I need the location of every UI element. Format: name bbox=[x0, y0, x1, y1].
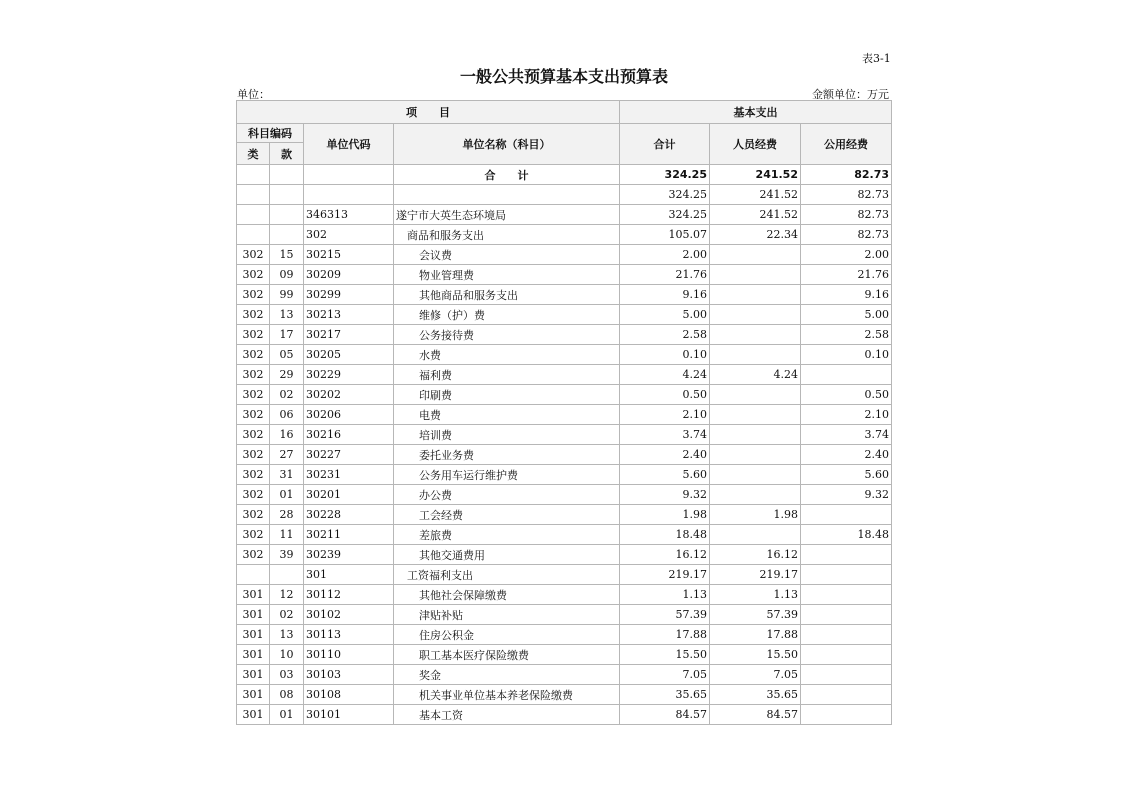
cell-public: 82.73 bbox=[801, 225, 892, 245]
cell-unit-code: 30103 bbox=[304, 665, 394, 685]
total-public-value: 82.73 bbox=[801, 165, 892, 185]
table-row bbox=[237, 505, 892, 525]
cell-personnel bbox=[710, 245, 801, 265]
cell-kuan: 08 bbox=[270, 685, 304, 705]
cell-unit-name: 其他社会保障缴费 bbox=[394, 585, 620, 605]
header-total: 合计 bbox=[620, 124, 710, 165]
cell-kuan: 17 bbox=[270, 325, 304, 345]
cell-unit-name: 奖金 bbox=[394, 665, 620, 685]
cell-lei: 302 bbox=[237, 365, 270, 385]
cell-unit-name: 委托业务费 bbox=[394, 445, 620, 465]
table-row bbox=[237, 625, 892, 645]
table-row bbox=[237, 705, 892, 725]
cell-total: 15.50 bbox=[620, 645, 710, 665]
cell-lei bbox=[237, 565, 270, 585]
cell-public bbox=[801, 685, 892, 705]
cell-lei: 302 bbox=[237, 285, 270, 305]
cell-personnel bbox=[710, 265, 801, 285]
cell-public bbox=[801, 585, 892, 605]
cell-public bbox=[801, 665, 892, 685]
table-row bbox=[237, 185, 892, 205]
cell-kuan: 13 bbox=[270, 305, 304, 325]
cell-lei: 302 bbox=[237, 405, 270, 425]
cell-lei: 302 bbox=[237, 525, 270, 545]
cell-public: 0.10 bbox=[801, 345, 892, 365]
cell-public bbox=[801, 645, 892, 665]
cell-public: 2.40 bbox=[801, 445, 892, 465]
cell-public bbox=[801, 565, 892, 585]
cell-unit-code bbox=[304, 185, 394, 205]
cell-personnel bbox=[710, 285, 801, 305]
cell-total: 9.16 bbox=[620, 285, 710, 305]
cell-unit-name: 公务接待费 bbox=[394, 325, 620, 345]
table-header bbox=[237, 101, 892, 165]
cell-lei: 302 bbox=[237, 245, 270, 265]
cell-unit-name: 维修（护）费 bbox=[394, 305, 620, 325]
cell-total: 5.00 bbox=[620, 305, 710, 325]
cell-lei: 302 bbox=[237, 325, 270, 345]
cell-kuan: 05 bbox=[270, 345, 304, 365]
cell-public: 2.00 bbox=[801, 245, 892, 265]
cell-unit-name: 机关事业单位基本养老保险缴费 bbox=[394, 685, 620, 705]
cell-lei: 302 bbox=[237, 485, 270, 505]
cell-personnel: 1.98 bbox=[710, 505, 801, 525]
table-row bbox=[237, 665, 892, 685]
cell-lei: 301 bbox=[237, 625, 270, 645]
table-row bbox=[237, 485, 892, 505]
cell-public bbox=[801, 605, 892, 625]
cell-kuan: 31 bbox=[270, 465, 304, 485]
cell-unit-code: 30201 bbox=[304, 485, 394, 505]
cell-unit-code: 30202 bbox=[304, 385, 394, 405]
cell-total: 0.50 bbox=[620, 385, 710, 405]
table-row bbox=[237, 425, 892, 445]
cell-unit-code: 30108 bbox=[304, 685, 394, 705]
cell-lei: 301 bbox=[237, 605, 270, 625]
cell-personnel bbox=[710, 485, 801, 505]
cell-unit-code: 30112 bbox=[304, 585, 394, 605]
table-row bbox=[237, 545, 892, 565]
cell-unit-code: 30217 bbox=[304, 325, 394, 345]
cell-unit-name: 其他交通费用 bbox=[394, 545, 620, 565]
cell-total: 3.74 bbox=[620, 425, 710, 445]
cell-personnel: 241.52 bbox=[710, 185, 801, 205]
cell-personnel: 7.05 bbox=[710, 665, 801, 685]
cell-unit-code: 30101 bbox=[304, 705, 394, 725]
total-cell-code bbox=[304, 165, 394, 185]
cell-public bbox=[801, 505, 892, 525]
cell-kuan: 02 bbox=[270, 605, 304, 625]
cell-personnel: 1.13 bbox=[710, 585, 801, 605]
cell-lei: 302 bbox=[237, 465, 270, 485]
sheet-code: 表3-1 bbox=[862, 52, 891, 65]
header-item: 项 目 bbox=[237, 101, 620, 124]
cell-lei bbox=[237, 205, 270, 225]
cell-lei: 302 bbox=[237, 505, 270, 525]
header-public: 公用经费 bbox=[801, 124, 892, 165]
cell-lei: 301 bbox=[237, 705, 270, 725]
cell-total: 324.25 bbox=[620, 205, 710, 225]
cell-lei: 302 bbox=[237, 345, 270, 365]
cell-unit-name: 工会经费 bbox=[394, 505, 620, 525]
cell-lei: 301 bbox=[237, 585, 270, 605]
table-body bbox=[237, 165, 892, 725]
cell-unit-code: 30299 bbox=[304, 285, 394, 305]
page-title: 一般公共预算基本支出预算表 bbox=[459, 67, 668, 86]
cell-unit-name: 水费 bbox=[394, 345, 620, 365]
cell-lei: 301 bbox=[237, 645, 270, 665]
cell-total: 18.48 bbox=[620, 525, 710, 545]
cell-kuan: 11 bbox=[270, 525, 304, 545]
header-kuan: 款 bbox=[270, 143, 304, 165]
cell-unit-code: 30239 bbox=[304, 545, 394, 565]
table-row bbox=[237, 405, 892, 425]
cell-unit-code: 30227 bbox=[304, 445, 394, 465]
cell-public: 82.73 bbox=[801, 205, 892, 225]
cell-kuan: 27 bbox=[270, 445, 304, 465]
total-personnel-value: 241.52 bbox=[710, 165, 801, 185]
cell-total: 16.12 bbox=[620, 545, 710, 565]
cell-kuan: 10 bbox=[270, 645, 304, 665]
header-subject-code: 科目编码 bbox=[237, 124, 304, 143]
cell-unit-code: 30113 bbox=[304, 625, 394, 645]
cell-unit-code: 346313 bbox=[304, 205, 394, 225]
cell-unit-name: 其他商品和服务支出 bbox=[394, 285, 620, 305]
cell-public: 9.16 bbox=[801, 285, 892, 305]
table-row bbox=[237, 265, 892, 285]
cell-total: 57.39 bbox=[620, 605, 710, 625]
cell-total: 0.10 bbox=[620, 345, 710, 365]
cell-unit-code: 30211 bbox=[304, 525, 394, 545]
cell-unit-name: 基本工资 bbox=[394, 705, 620, 725]
cell-personnel: 219.17 bbox=[710, 565, 801, 585]
table-row bbox=[237, 225, 892, 245]
total-cell-kuan bbox=[270, 165, 304, 185]
header-unit-code: 单位代码 bbox=[304, 124, 394, 165]
cell-unit-name: 住房公积金 bbox=[394, 625, 620, 645]
cell-personnel: 35.65 bbox=[710, 685, 801, 705]
cell-lei: 302 bbox=[237, 305, 270, 325]
cell-unit-name: 培训费 bbox=[394, 425, 620, 445]
cell-total: 324.25 bbox=[620, 185, 710, 205]
cell-unit-name: 办公费 bbox=[394, 485, 620, 505]
cell-personnel: 4.24 bbox=[710, 365, 801, 385]
table-row bbox=[237, 385, 892, 405]
cell-personnel: 57.39 bbox=[710, 605, 801, 625]
cell-total: 2.58 bbox=[620, 325, 710, 345]
cell-unit-name bbox=[394, 185, 620, 205]
cell-lei: 302 bbox=[237, 425, 270, 445]
cell-lei: 302 bbox=[237, 385, 270, 405]
table-row bbox=[237, 605, 892, 625]
total-row bbox=[237, 165, 892, 185]
cell-kuan: 06 bbox=[270, 405, 304, 425]
cell-lei bbox=[237, 225, 270, 245]
cell-kuan: 13 bbox=[270, 625, 304, 645]
cell-total: 105.07 bbox=[620, 225, 710, 245]
cell-public: 2.10 bbox=[801, 405, 892, 425]
cell-unit-code: 302 bbox=[304, 225, 394, 245]
cell-kuan: 12 bbox=[270, 585, 304, 605]
table-row bbox=[237, 345, 892, 365]
cell-personnel bbox=[710, 445, 801, 465]
cell-unit-name: 印刷费 bbox=[394, 385, 620, 405]
cell-lei: 301 bbox=[237, 665, 270, 685]
cell-total: 2.10 bbox=[620, 405, 710, 425]
total-label: 合 计 bbox=[394, 165, 620, 185]
cell-personnel bbox=[710, 345, 801, 365]
table-row bbox=[237, 365, 892, 385]
cell-total: 2.40 bbox=[620, 445, 710, 465]
table-row bbox=[237, 645, 892, 665]
cell-kuan: 16 bbox=[270, 425, 304, 445]
cell-public: 82.73 bbox=[801, 185, 892, 205]
unit-label: 单位： bbox=[237, 88, 270, 101]
cell-unit-code: 30209 bbox=[304, 265, 394, 285]
header-basic-expenditure: 基本支出 bbox=[620, 101, 892, 124]
cell-public: 2.58 bbox=[801, 325, 892, 345]
cell-public: 3.74 bbox=[801, 425, 892, 445]
cell-unit-code: 30231 bbox=[304, 465, 394, 485]
cell-total: 84.57 bbox=[620, 705, 710, 725]
cell-kuan: 99 bbox=[270, 285, 304, 305]
cell-personnel: 16.12 bbox=[710, 545, 801, 565]
cell-unit-code: 30229 bbox=[304, 365, 394, 385]
table-row bbox=[237, 305, 892, 325]
table-row bbox=[237, 525, 892, 545]
cell-public bbox=[801, 545, 892, 565]
cell-kuan: 28 bbox=[270, 505, 304, 525]
cell-kuan bbox=[270, 225, 304, 245]
cell-kuan: 39 bbox=[270, 545, 304, 565]
cell-personnel bbox=[710, 425, 801, 445]
cell-unit-code: 30110 bbox=[304, 645, 394, 665]
cell-personnel bbox=[710, 405, 801, 425]
table-row bbox=[237, 445, 892, 465]
cell-kuan: 15 bbox=[270, 245, 304, 265]
cell-unit-name: 遂宁市大英生态环境局 bbox=[394, 205, 620, 225]
cell-public bbox=[801, 705, 892, 725]
table-row bbox=[237, 585, 892, 605]
cell-unit-name: 公务用车运行维护费 bbox=[394, 465, 620, 485]
cell-total: 9.32 bbox=[620, 485, 710, 505]
cell-unit-name: 职工基本医疗保险缴费 bbox=[394, 645, 620, 665]
cell-personnel bbox=[710, 385, 801, 405]
table-row bbox=[237, 325, 892, 345]
cell-unit-code: 30215 bbox=[304, 245, 394, 265]
cell-unit-code: 30216 bbox=[304, 425, 394, 445]
cell-lei: 302 bbox=[237, 445, 270, 465]
cell-lei: 302 bbox=[237, 265, 270, 285]
cell-personnel: 22.34 bbox=[710, 225, 801, 245]
header-lei: 类 bbox=[237, 143, 270, 165]
cell-lei: 302 bbox=[237, 545, 270, 565]
amount-unit-label: 金额单位：万元 bbox=[812, 88, 889, 101]
cell-kuan: 01 bbox=[270, 705, 304, 725]
total-cell-lei bbox=[237, 165, 270, 185]
table-row bbox=[237, 565, 892, 585]
cell-public: 21.76 bbox=[801, 265, 892, 285]
cell-unit-name: 福利费 bbox=[394, 365, 620, 385]
cell-personnel: 15.50 bbox=[710, 645, 801, 665]
cell-kuan bbox=[270, 565, 304, 585]
cell-total: 17.88 bbox=[620, 625, 710, 645]
budget-table bbox=[236, 100, 892, 725]
cell-unit-code: 30228 bbox=[304, 505, 394, 525]
cell-unit-name: 差旅费 bbox=[394, 525, 620, 545]
cell-kuan: 01 bbox=[270, 485, 304, 505]
cell-unit-name: 工资福利支出 bbox=[394, 565, 620, 585]
cell-public: 0.50 bbox=[801, 385, 892, 405]
cell-lei: 301 bbox=[237, 685, 270, 705]
cell-unit-name: 物业管理费 bbox=[394, 265, 620, 285]
table-row bbox=[237, 205, 892, 225]
table-row bbox=[237, 245, 892, 265]
cell-unit-name: 电费 bbox=[394, 405, 620, 425]
cell-public: 5.60 bbox=[801, 465, 892, 485]
cell-total: 1.98 bbox=[620, 505, 710, 525]
cell-kuan: 03 bbox=[270, 665, 304, 685]
cell-public: 5.00 bbox=[801, 305, 892, 325]
cell-personnel bbox=[710, 525, 801, 545]
cell-personnel bbox=[710, 325, 801, 345]
cell-total: 219.17 bbox=[620, 565, 710, 585]
cell-unit-code: 30205 bbox=[304, 345, 394, 365]
cell-total: 35.65 bbox=[620, 685, 710, 705]
cell-total: 2.00 bbox=[620, 245, 710, 265]
total-value: 324.25 bbox=[620, 165, 710, 185]
cell-public bbox=[801, 625, 892, 645]
cell-kuan: 09 bbox=[270, 265, 304, 285]
cell-total: 21.76 bbox=[620, 265, 710, 285]
cell-unit-code: 30213 bbox=[304, 305, 394, 325]
header-personnel: 人员经费 bbox=[710, 124, 801, 165]
cell-unit-code: 30102 bbox=[304, 605, 394, 625]
cell-personnel bbox=[710, 465, 801, 485]
cell-total: 7.05 bbox=[620, 665, 710, 685]
cell-kuan: 29 bbox=[270, 365, 304, 385]
cell-unit-name: 会议费 bbox=[394, 245, 620, 265]
cell-lei bbox=[237, 185, 270, 205]
table-row bbox=[237, 285, 892, 305]
cell-total: 5.60 bbox=[620, 465, 710, 485]
cell-unit-code: 30206 bbox=[304, 405, 394, 425]
cell-personnel: 84.57 bbox=[710, 705, 801, 725]
cell-unit-name: 津贴补贴 bbox=[394, 605, 620, 625]
cell-total: 4.24 bbox=[620, 365, 710, 385]
cell-unit-code: 301 bbox=[304, 565, 394, 585]
table-row bbox=[237, 685, 892, 705]
cell-public: 18.48 bbox=[801, 525, 892, 545]
cell-public: 9.32 bbox=[801, 485, 892, 505]
table-row bbox=[237, 465, 892, 485]
cell-kuan bbox=[270, 185, 304, 205]
cell-personnel bbox=[710, 305, 801, 325]
cell-kuan bbox=[270, 205, 304, 225]
cell-unit-name: 商品和服务支出 bbox=[394, 225, 620, 245]
header-unit-name: 单位名称（科目） bbox=[394, 124, 620, 165]
cell-personnel: 241.52 bbox=[710, 205, 801, 225]
cell-total: 1.13 bbox=[620, 585, 710, 605]
cell-public bbox=[801, 365, 892, 385]
cell-kuan: 02 bbox=[270, 385, 304, 405]
cell-personnel: 17.88 bbox=[710, 625, 801, 645]
